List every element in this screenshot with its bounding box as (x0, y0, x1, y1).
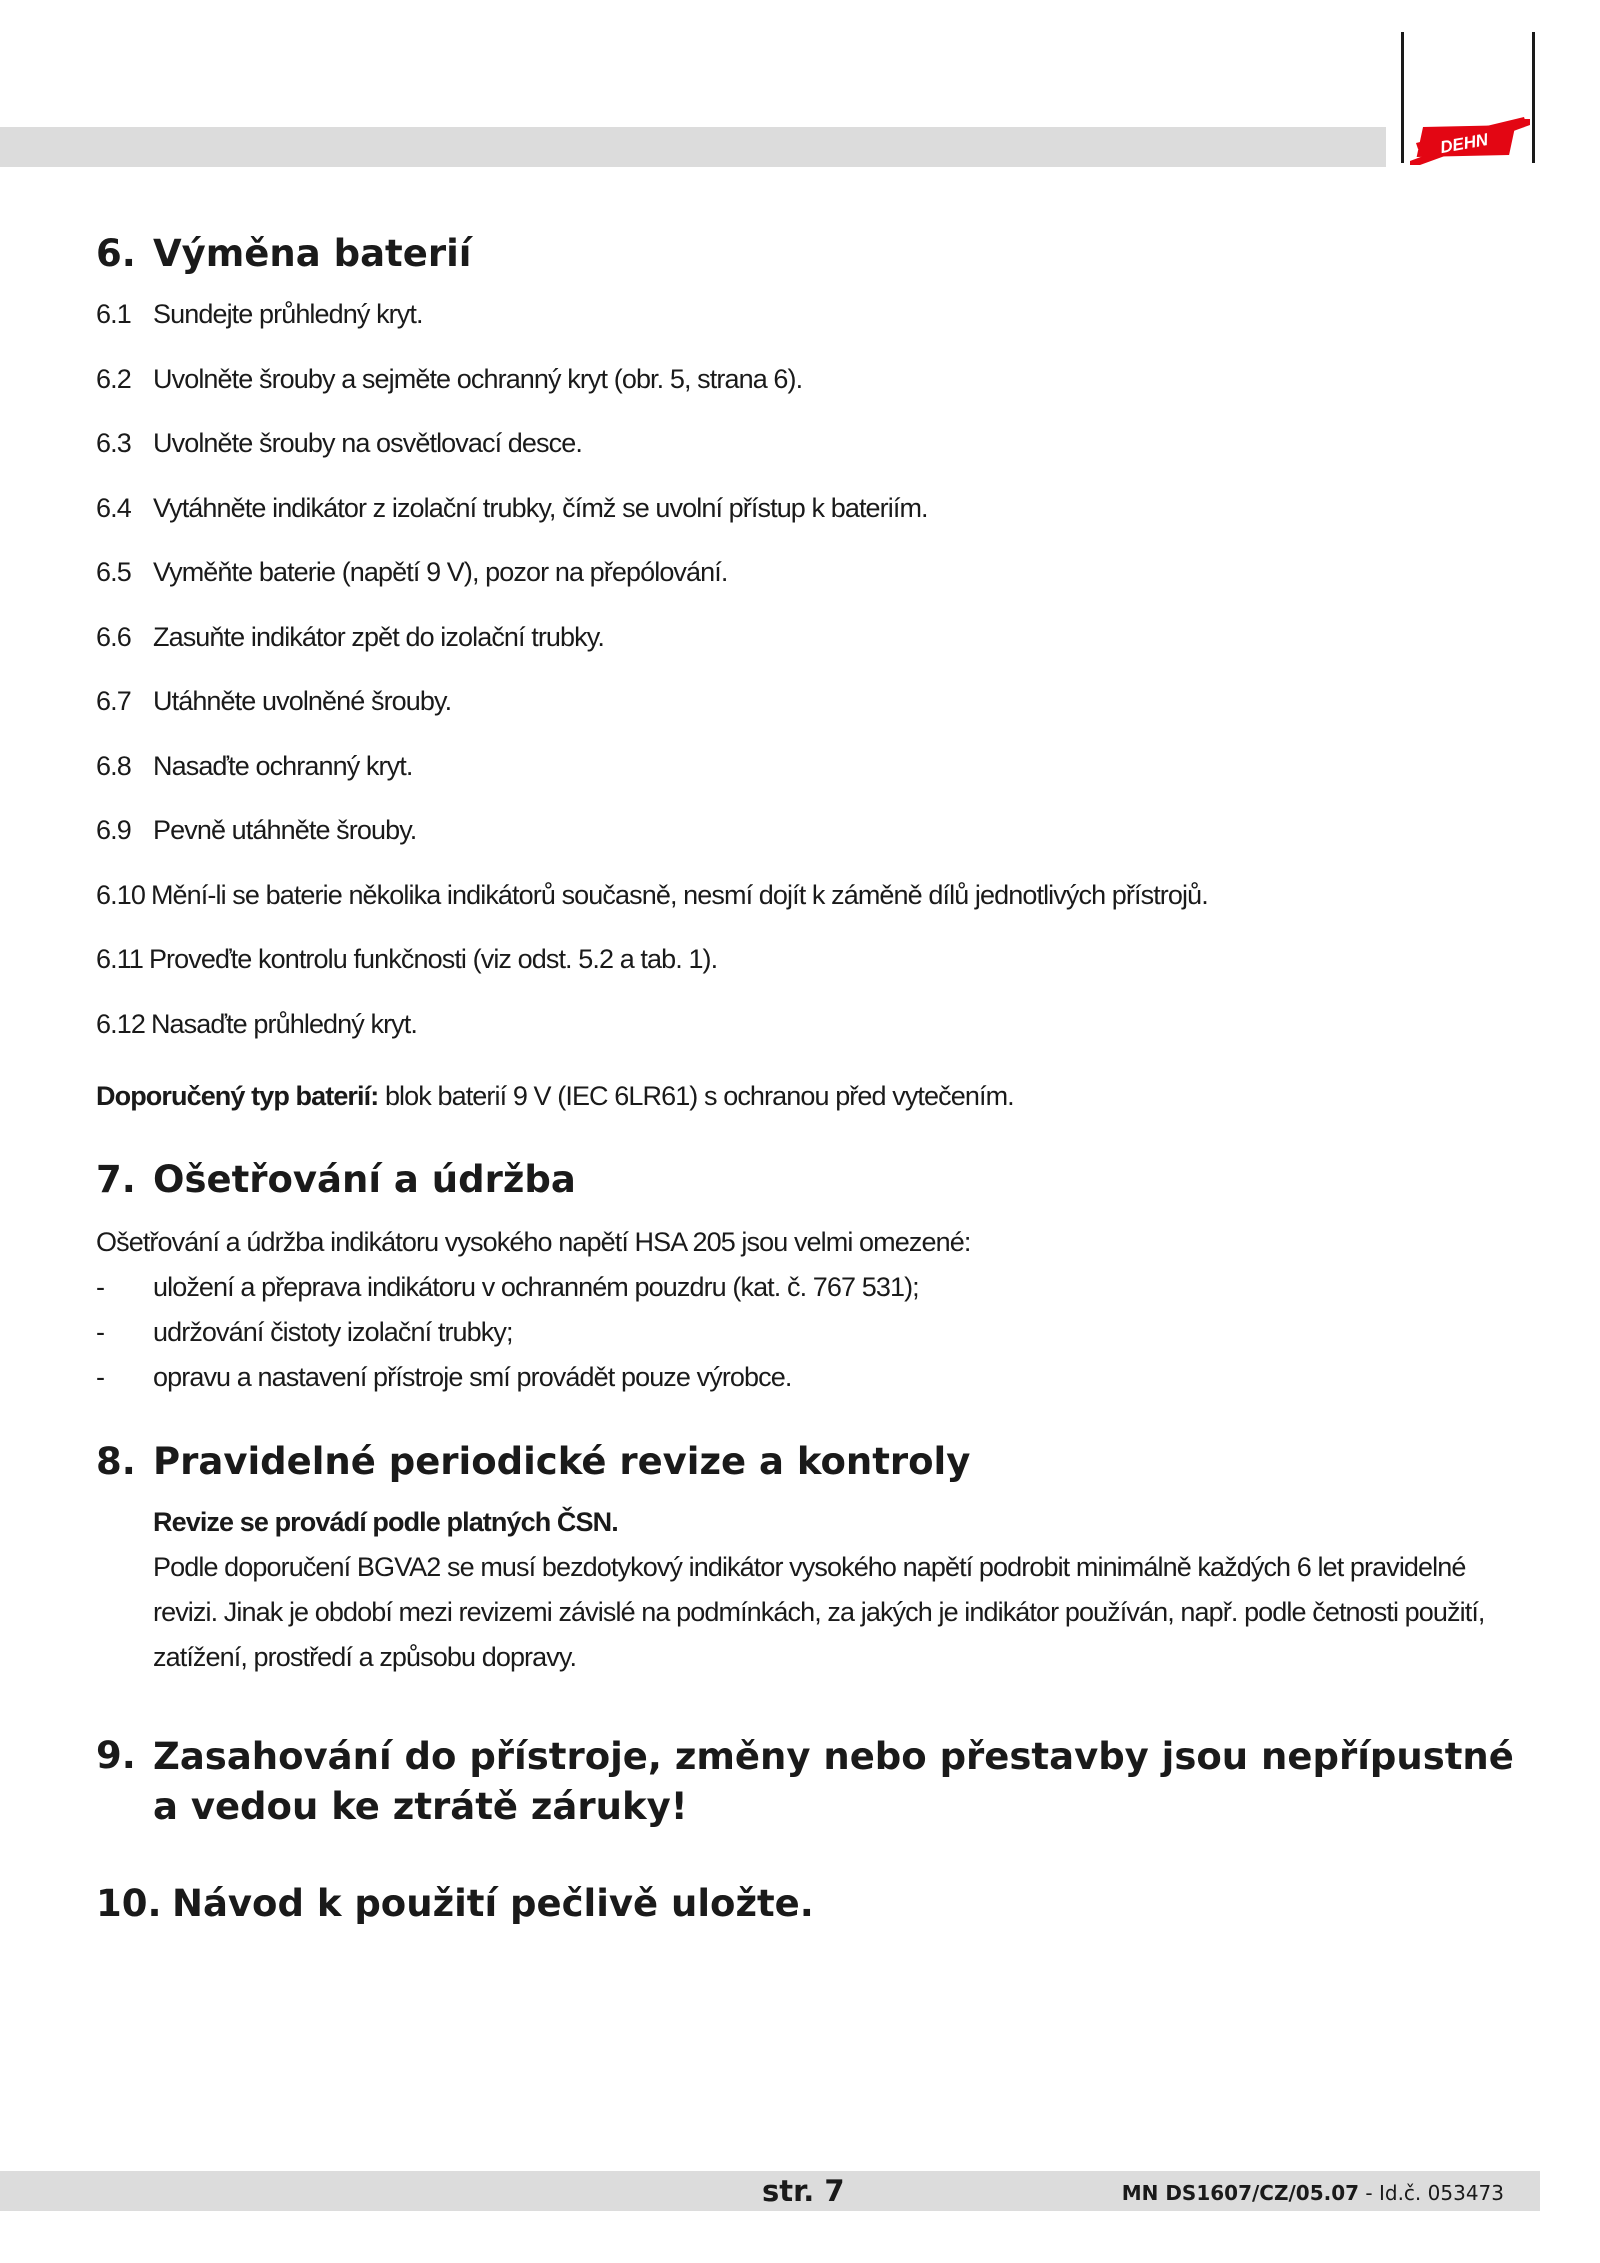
step-text: Mění-li se baterie několika indikátorů současně, nesmí dojít k záměně dílů jednotlivých přístrojů. (150, 879, 1208, 910)
list-item (96, 683, 1516, 748)
list-item (96, 1310, 1516, 1355)
step-number: 6.10 (96, 879, 145, 910)
recommendation-label: Doporučený typ baterií: (96, 1081, 379, 1111)
warning-line-1: Zasahování do přístroje, změny nebo přestavby jsou nepřípustné (153, 1735, 1514, 1778)
step-text: Proveďte kontrolu funkčnosti (viz odst. 5.2 a tab. 1). (148, 944, 718, 974)
step-text: Pevně utáhněte šrouby. (153, 815, 417, 845)
step-number: 6.5 (96, 557, 131, 587)
header-bar (0, 127, 1386, 167)
document-id (1122, 2178, 1504, 2208)
step-text: Utáhněte uvolněné šrouby. (153, 686, 452, 716)
document-body (96, 230, 1516, 1928)
recommendation-text: blok baterií 9 V (IEC 6LR61) s ochranou před vytečením. (378, 1081, 1014, 1111)
section-title: Výměna baterií (153, 232, 472, 275)
bullet-text: opravu a nastavení přístroje smí provádět pouze výrobce. (153, 1362, 792, 1392)
step-text: Uvolněte šrouby a sejměte ochranný kryt (obr. 5, strana 6). (153, 363, 803, 394)
step-number: 6.7 (96, 686, 131, 716)
list-item (96, 296, 1516, 361)
section-number: 8. (96, 1440, 136, 1483)
section-title (153, 1732, 1514, 1832)
step-number: 6.12 (96, 1008, 145, 1039)
bullet-text: udržování čistoty izolační trubky; (153, 1317, 513, 1347)
section-title: Návod k použití pečlivě uložte. (172, 1882, 814, 1925)
step-number: 6.11 (96, 944, 143, 974)
list-item (96, 812, 1516, 877)
step-number: 6.3 (96, 428, 131, 458)
list-item (96, 1355, 1516, 1400)
step-number: 6.1 (96, 299, 131, 329)
step-number: 6.9 (96, 815, 131, 845)
section-number: 6. (96, 232, 136, 275)
battery-steps-list (96, 296, 1516, 1070)
inspection-block (153, 1500, 1516, 1680)
bullet-dash: - (96, 1272, 105, 1302)
step-text: Vytáhněte indikátor z izolační trubky, čímž se uvolní přístup k bateriím. (153, 492, 928, 523)
inspection-standard: Revize se provádí podle platných ČSN. (153, 1507, 618, 1537)
section-6-heading (96, 230, 1516, 278)
step-text: Nasaďte ochranný kryt. (153, 750, 413, 781)
list-item (96, 619, 1516, 684)
step-text: Sundejte průhledný kryt. (153, 299, 423, 329)
bullet-dash: - (96, 1362, 105, 1392)
section-8-heading (96, 1438, 1516, 1486)
step-text: Vyměňte baterie (napětí 9 V), pozor na přepólování. (153, 557, 728, 587)
section-title: Ošetřování a údržba (153, 1158, 576, 1201)
inspection-paragraph: Podle doporučení BGVA2 se musí bezdotykový indikátor vysokého napětí podrobit minimálně každých 6 let pravidelné revizi. Jinak je období mezi revizemi závislé na podmínkách, za jakých je indikátor používán, např. podle četnosti použití, zatížení, prostředí a způsobu dopravy. (153, 1552, 1485, 1672)
section-title: Pravidelné periodické revize a kontroly (153, 1440, 971, 1483)
section-10-heading (96, 1880, 1516, 1928)
step-number: 6.8 (96, 750, 131, 781)
header-divider-left (1401, 32, 1404, 163)
document-separator: - (1359, 2181, 1379, 2205)
section-7-heading (96, 1156, 1516, 1204)
list-item (96, 361, 1516, 426)
section-number: 7. (96, 1158, 136, 1201)
dehn-logo (1406, 113, 1530, 165)
bullet-dash: - (96, 1317, 105, 1347)
logo-text: DEHN (1438, 129, 1490, 158)
section-number: 9. (96, 1734, 136, 1777)
section-number: 10. (96, 1882, 162, 1925)
list-item (96, 748, 1516, 813)
bullet-text: uložení a přeprava indikátoru v ochranném pouzdru (kat. č. 767 531); (153, 1272, 919, 1302)
step-text: Zasuňte indikátor zpět do izolační trubky. (153, 621, 604, 652)
document-number: Id.č. 053473 (1378, 2181, 1504, 2205)
list-item (96, 554, 1516, 619)
list-item (96, 1265, 1516, 1310)
list-item (96, 1006, 1516, 1071)
document-code: MN DS1607/CZ/05.07 (1121, 2181, 1360, 2205)
header-divider-right (1532, 32, 1535, 163)
step-text: Nasaďte průhledný kryt. (150, 1008, 417, 1039)
warning-line-2: a vedou ke ztrátě záruky! (153, 1785, 688, 1828)
step-number: 6.4 (96, 492, 131, 523)
list-item (96, 877, 1516, 942)
list-item (96, 941, 1516, 1006)
step-number: 6.2 (96, 363, 131, 394)
step-text: Uvolněte šrouby na osvětlovací desce. (153, 428, 582, 458)
battery-recommendation (96, 1078, 1516, 1114)
maintenance-intro: Ošetřování a údržba indikátoru vysokého napětí HSA 205 jsou velmi omezené: (96, 1227, 971, 1257)
list-item (96, 490, 1516, 555)
list-item (96, 425, 1516, 490)
page-number: str. 7 (762, 2174, 845, 2208)
step-number: 6.6 (96, 621, 131, 652)
section-9-heading (96, 1732, 1516, 1832)
maintenance-block (96, 1220, 1516, 1400)
